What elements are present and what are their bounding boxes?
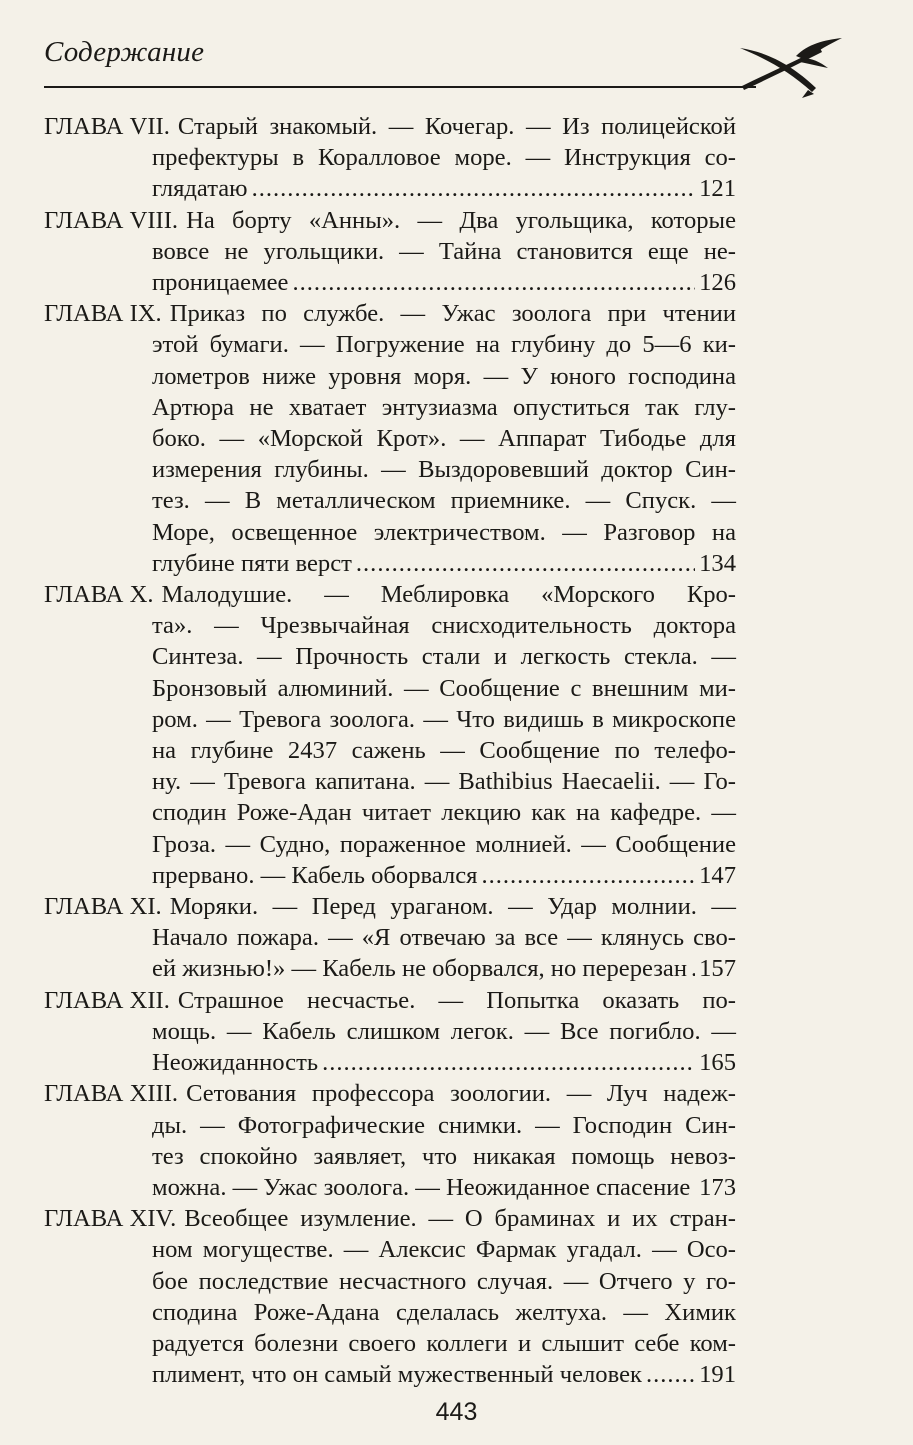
chapter-label: ГЛАВА XIV. [44, 1205, 177, 1233]
chapter-summary [152, 298, 844, 579]
summary-line: сподина Роже-Адана сделалась желтуха. — Химик [152, 1298, 736, 1326]
running-head: Содержание [44, 36, 205, 68]
toc-entry [44, 205, 844, 299]
summary-line: та». — Чрезвычайная снисходительность доктора [152, 612, 736, 640]
dot-leader [322, 1047, 695, 1078]
chapter-label: ГЛАВА XIII. [44, 1080, 179, 1108]
toc-entry [44, 891, 844, 985]
summary-line: радуется болезни своего коллеги и слышит себе ком- [152, 1329, 736, 1357]
summary-line: прервано. — Кабель оборвался [152, 861, 478, 889]
summary-line: Артюра не хватает энтузиазма опуститься так глу- [152, 393, 736, 421]
toc-entry [44, 1203, 844, 1390]
crossed-quills-and-bird-icon [736, 34, 846, 98]
chapter-label: ГЛАВА VIII. [44, 206, 179, 234]
summary-line: тез. — В металлическом приемнике. — Спуск. — [152, 487, 736, 515]
summary-line: глубине пяти верст [152, 549, 352, 577]
summary-line: Сетования профессора зоологии. — Луч надеж- [186, 1080, 736, 1108]
summary-line: измерения глубины. — Выздоровевший доктор Син- [152, 456, 736, 484]
toc-entry [44, 298, 844, 579]
summary-line: Бронзовый алюминий. — Сообщение с внешним ми- [152, 674, 736, 702]
toc-entry [44, 985, 844, 1079]
summary-line: ей жизнью!» — Кабель не оборвался, но перерезан [152, 955, 688, 983]
chapter-summary [152, 205, 844, 299]
summary-line: Моряки. — Перед ураганом. — Удар молнии. — [169, 893, 736, 921]
summary-line: на глубине 2437 сажень — Сообщение по телефо- [152, 737, 736, 765]
summary-line: этой бумаги. — Погружение на глубину до 5—6 ки- [152, 331, 736, 359]
summary-line: На борту «Анны». — Два угольщика, которые [186, 206, 736, 234]
entry-page-number: 165 [699, 1049, 736, 1077]
summary-last-line [152, 173, 736, 204]
summary-last-line [152, 953, 736, 984]
summary-line: сподин Роже-Адан читает лекцию как на кафедре. — [152, 799, 736, 827]
summary-line: глядатаю [152, 175, 248, 203]
page-number: 443 [435, 1398, 478, 1426]
summary-line: лометров ниже уровня моря. — У юного господина [152, 362, 736, 390]
summary-line: Гроза. — Судно, пораженное молнией. — Сообщение [152, 830, 736, 858]
chapter-label: ГЛАВА VII. [44, 113, 170, 140]
summary-line: бое последствие несчастного случая. — Отчего у го- [152, 1267, 736, 1295]
chapter-summary [152, 111, 844, 205]
summary-line: мощь. — Кабель слишком легок. — Все погибло. — [152, 1017, 736, 1045]
summary-last-line [152, 267, 736, 298]
dot-leader [646, 1359, 695, 1390]
summary-line: ды. — Фотографические снимки. — Господин Син- [152, 1111, 736, 1139]
summary-line: ром. — Тревога зоолога. — Что видишь в микроскопе [152, 705, 736, 733]
toc-entry [44, 579, 844, 891]
summary-line: тез спокойно заявляет, что никакая помощь невоз- [152, 1142, 736, 1170]
summary-line: проницаемее [152, 269, 289, 297]
entry-page-number: 173 [699, 1173, 736, 1201]
summary-line: Начало пожара. — «Я отвечаю за все — клянусь сво- [152, 924, 736, 952]
entry-page-number: 157 [699, 955, 736, 983]
chapter-label: ГЛАВА X. [44, 581, 154, 609]
toc-entry [44, 1078, 844, 1203]
dot-leader [292, 267, 695, 298]
summary-line: Приказ по службе. — Ужас зоолога при чтении [169, 300, 736, 328]
chapter-summary [152, 891, 844, 985]
chapter-summary [152, 1078, 844, 1203]
entry-page-number: 121 [699, 175, 736, 203]
toc-entry [44, 111, 844, 205]
summary-line: ну. — Тревога капитана. — Bathibius Haecaelii. — Го- [152, 768, 736, 796]
entry-page-number: 134 [699, 549, 736, 577]
chapter-summary [152, 1203, 844, 1390]
summary-last-line [152, 548, 736, 579]
entry-page-number: 126 [699, 269, 736, 297]
entry-page-number: 191 [699, 1361, 736, 1389]
summary-line: Страшное несчастье. — Попытка оказать по- [177, 986, 736, 1014]
chapter-summary [152, 579, 844, 891]
summary-last-line [152, 1047, 736, 1078]
chapter-label: ГЛАВА IX. [44, 300, 162, 328]
dot-leader [356, 548, 695, 579]
chapter-label: ГЛАВА XII. [44, 986, 170, 1014]
summary-line: Малодушие. — Меблировка «Морского Кро- [161, 581, 736, 609]
summary-line: боко. — «Морской Крот». — Аппарат Тибодье для [152, 425, 736, 453]
summary-line: префектуры в Коралловое море. — Инструкция со- [152, 144, 736, 172]
summary-line: ном могуществе. — Алексис Фармак угадал. — Осо- [152, 1236, 736, 1264]
summary-last-line [152, 1172, 736, 1203]
summary-line: Старый знакомый. — Кочегар. — Из полицейской [177, 113, 736, 140]
summary-line: Синтеза. — Прочность стали и легкость стекла. — [152, 643, 736, 671]
dot-leader [691, 953, 695, 984]
summary-line: плимент, что он самый мужественный человек [152, 1361, 642, 1389]
summary-line: Море, освещенное электричеством. — Разговор на [152, 518, 736, 546]
dot-leader [252, 173, 696, 204]
header-rule [44, 86, 756, 88]
chapter-summary [152, 985, 844, 1079]
summary-line: можна. — Ужас зоолога. — Неожиданное спасение [152, 1173, 691, 1201]
summary-line: Всеобщее изумление. — О браминах и их стран- [184, 1205, 736, 1233]
summary-line: вовсе не угольщики. — Тайна становится еще не- [152, 237, 736, 265]
entry-page-number: 147 [699, 861, 736, 889]
dot-leader [694, 1172, 695, 1203]
dot-leader [481, 860, 695, 891]
chapter-label: ГЛАВА XI. [44, 893, 162, 921]
table-of-contents [44, 111, 844, 1390]
summary-last-line [152, 1359, 736, 1390]
summary-last-line [152, 860, 736, 891]
summary-line: Неожиданность [152, 1049, 319, 1077]
